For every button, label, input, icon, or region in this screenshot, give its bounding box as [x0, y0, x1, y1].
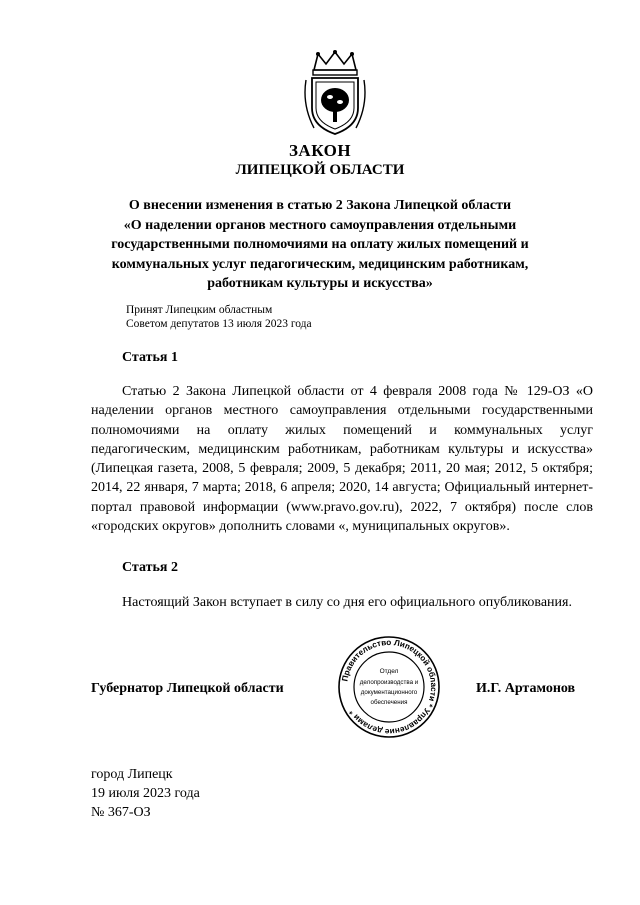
article-2-text: Настоящий Закон вступает в силу со дня его официального опубликования. [122, 595, 572, 610]
article-1-text: Статью 2 Закона Липецкой области от 4 февраля 2008 года № 129-ОЗ «О наделении органов местного самоуправления отдельными государственными полномочиями на оплату жилых помещений и коммунальных услуг педагогическим, медицинским работникам, работникам культуры и искусства» (Липецкая газета, 2008, 5 февраля; 2009, 5 декабря; 2011, 20 мая; 2012, 5 октября; 2014, 22 января, 7 марта; 2018, 6 апреля; 2020, 14 августа; Официальный интернет-портал правовой информации (www.pravo.gov.ru), 2022, 7 октября) после слов «городских округов» дополнить словами «, муниципальных округов». [91, 384, 593, 535]
adoption-line: Принят Липецким областным [126, 304, 273, 316]
law-subject [100, 196, 540, 294]
coat-of-arms-icon [300, 50, 370, 138]
official-stamp [337, 635, 441, 739]
stamp-inner-text: документационного [360, 689, 418, 696]
document-type: ЗАКОН [288, 141, 352, 160]
subject-line: государственными полномочиями на оплату жилых помещений и [111, 237, 529, 252]
adoption-note [126, 303, 312, 331]
issue-details [91, 765, 200, 822]
issue-date: 19 июля 2023 года [91, 786, 200, 801]
issue-city: город Липецк [91, 767, 173, 782]
stamp-inner-text: делопроизводства и [359, 679, 419, 686]
subject-line: коммунальных услуг педагогическим, медицинским работникам, [111, 256, 529, 272]
stamp-inner-text: обеспечения [370, 699, 408, 706]
stamp-inner-text: Отдел [379, 668, 399, 675]
stamp-outer-text: Правительство Липецкой области * Управление делами * [340, 637, 439, 737]
law-number: № 367-ОЗ [91, 805, 151, 820]
subject-line: «О наделении органов местного самоуправления отдельными [123, 217, 517, 233]
adoption-line: Советом депутатов 13 июля 2023 года [126, 318, 312, 330]
signatory-name: И.Г. Артамонов [476, 681, 576, 696]
signatory-position: Губернатор Липецкой области [91, 681, 284, 696]
document-issuer: ЛИПЕЦКОЙ ОБЛАСТИ [235, 162, 405, 178]
subject-line: О внесении изменения в статью 2 Закона Липецкой области [128, 198, 512, 213]
subject-line: работникам культуры и искусства» [207, 276, 433, 291]
article-1-heading: Статья 1 [122, 350, 178, 365]
article-2-heading: Статья 2 [122, 560, 178, 575]
